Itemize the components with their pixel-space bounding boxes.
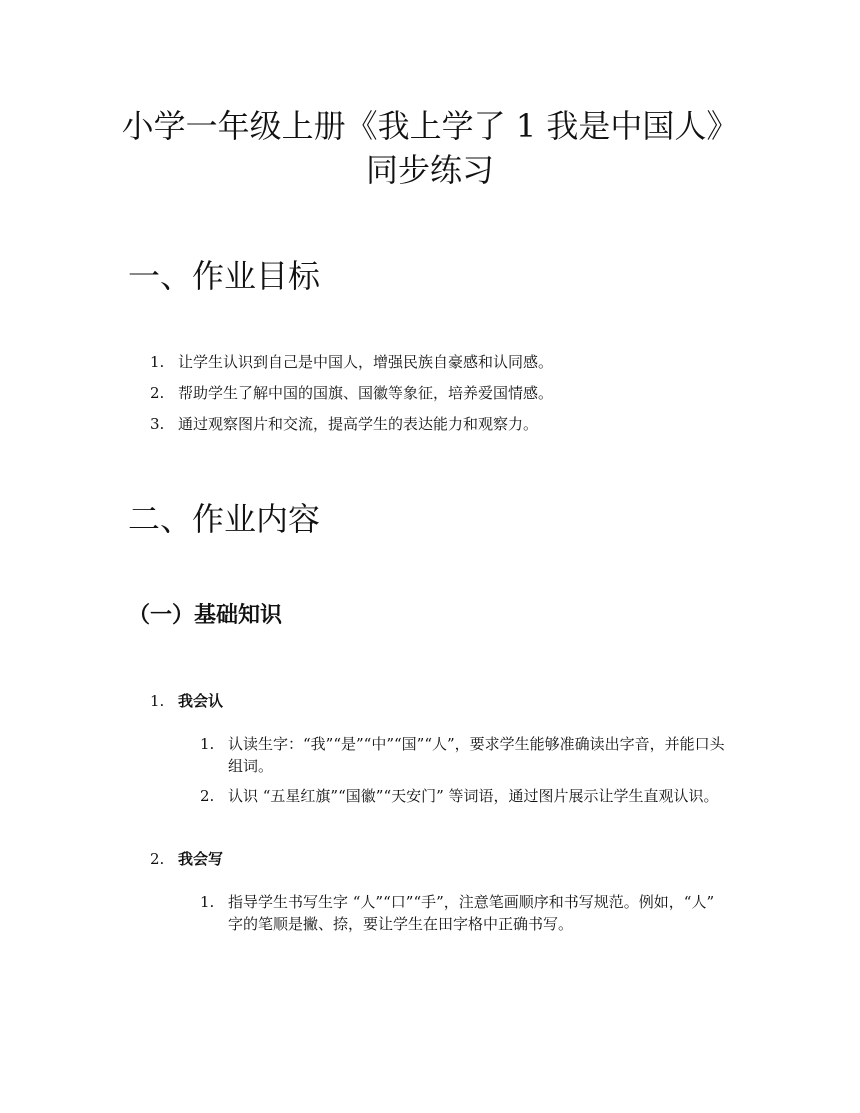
list-item bbox=[200, 733, 730, 777]
list-item bbox=[150, 383, 750, 403]
list-item bbox=[200, 891, 730, 935]
group-label: 我会认 bbox=[178, 692, 224, 710]
list-text: 帮助学生了解中国的国旗、国徽等象征，培养爱国情感。 bbox=[178, 384, 554, 402]
recognize-list bbox=[200, 733, 730, 815]
section-heading-goals: 一、作业目标 bbox=[128, 257, 321, 295]
section-heading-content: 二、作业内容 bbox=[128, 500, 321, 538]
list-number: 3. bbox=[150, 415, 165, 433]
list-number: 2. bbox=[150, 384, 165, 402]
list-number: 1. bbox=[150, 353, 165, 371]
list-text: 认识 “五星红旗”“国徽”“天安门” 等词语，通过图片展示让学生直观认识。 bbox=[228, 787, 719, 805]
list-text: 认读生字：“我”“是”“中”“国”“人”，要求学生能够准确读出字音，并能口头组词。 bbox=[228, 735, 725, 775]
group-number: 2. bbox=[150, 850, 165, 868]
list-number: 1. bbox=[200, 893, 215, 911]
list-item bbox=[150, 352, 750, 372]
list-text: 指导学生书写生字 “人”“口”“手”，注意笔画顺序和书写规范。例如，“人” 字的笔顺是撇、捺，要让学生在田字格中正确书写。 bbox=[228, 893, 715, 933]
list-text: 通过观察图片和交流，提高学生的表达能力和观察力。 bbox=[178, 415, 539, 433]
list-number: 1. bbox=[200, 735, 215, 753]
write-list bbox=[200, 891, 730, 943]
document-title: 小学一年级上册《我上学了 1 我是中国人》同步练习 bbox=[121, 107, 739, 189]
list-item bbox=[150, 414, 750, 434]
subsection-heading-basics: （一）基础知识 bbox=[128, 602, 283, 628]
group-number: 1. bbox=[150, 692, 165, 710]
group-label: 我会写 bbox=[178, 850, 224, 868]
goals-list bbox=[150, 352, 750, 445]
list-text: 让学生认识到自己是中国人，增强民族自豪感和认同感。 bbox=[178, 353, 554, 371]
list-item bbox=[200, 785, 730, 807]
list-number: 2. bbox=[200, 787, 215, 805]
